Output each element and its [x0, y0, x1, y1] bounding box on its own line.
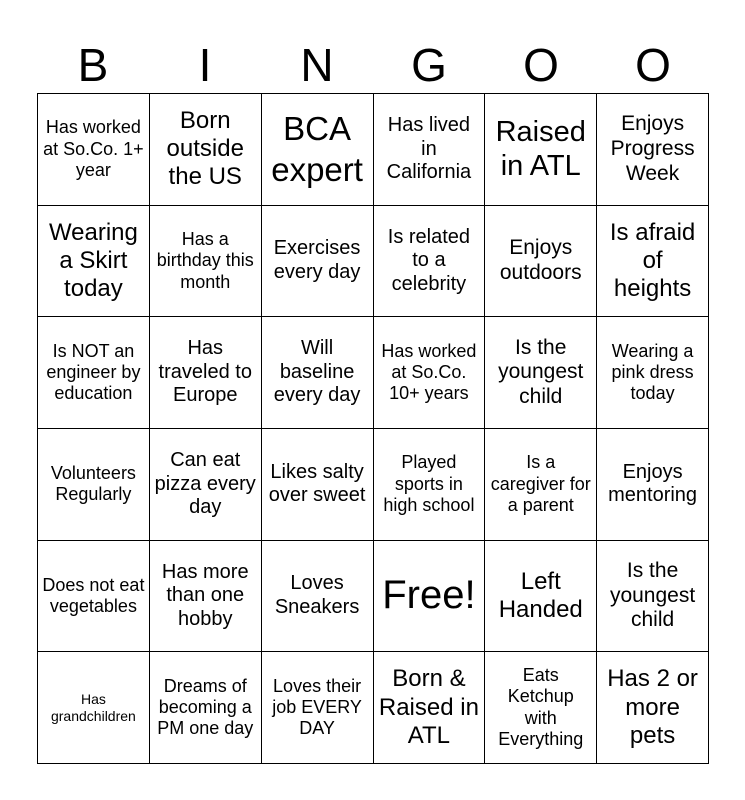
- cell-label: Loves Sneakers: [274, 572, 360, 618]
- header-letter-n: N: [300, 39, 334, 91]
- bingo-cell-r6-c3[interactable]: [262, 652, 374, 764]
- bingo-header: [37, 38, 709, 92]
- bingo-cell-r5-c2[interactable]: [150, 541, 262, 653]
- bingo-cell-r1-c2[interactable]: [150, 94, 262, 206]
- bingo-cell-r5-c3[interactable]: [262, 541, 374, 653]
- cell-label: Raised in ATL: [495, 116, 586, 183]
- bingo-cell-r4-c6[interactable]: [597, 429, 709, 541]
- bingo-cell-r3-c4[interactable]: [374, 317, 486, 429]
- header-letter-i: I: [198, 39, 212, 91]
- cell-label: Is a caregiver for a parent: [490, 452, 591, 515]
- cell-label: Free!: [382, 573, 476, 618]
- bingo-board: [37, 93, 709, 764]
- cell-label: Dreams of becoming a PM one day: [157, 675, 254, 739]
- bingo-cell-r1-c4[interactable]: [374, 94, 486, 206]
- cell-label: Enjoys mentoring: [608, 460, 698, 507]
- cell-label: Loves their job EVERY DAY: [272, 675, 362, 739]
- bingo-cell-r3-c2[interactable]: [150, 317, 262, 429]
- cell-label: Born outside the US: [166, 106, 244, 191]
- cell-label: Played sports in high school: [383, 452, 475, 515]
- bingo-cell-r1-c6[interactable]: [597, 94, 709, 206]
- cell-label: Has lived in California: [386, 113, 472, 184]
- bingo-cell-r2-c5[interactable]: [485, 206, 597, 318]
- cell-label: Has a birthday this month: [156, 229, 254, 292]
- bingo-cell-r2-c2[interactable]: [150, 206, 262, 318]
- bingo-cell-r5-c6[interactable]: [597, 541, 709, 653]
- cell-label: Has worked at So.Co. 10+ years: [381, 340, 477, 404]
- cell-label: Volunteers Regularly: [50, 463, 136, 505]
- cell-label: Is NOT an engineer by education: [46, 340, 141, 404]
- cell-label: Has grandchildren: [50, 691, 136, 724]
- bingo-cell-r1-c5[interactable]: [485, 94, 597, 206]
- cell-label: Is the youngest child: [498, 335, 584, 409]
- cell-label: Is afraid of heights: [609, 218, 696, 303]
- bingo-cell-r4-c3[interactable]: [262, 429, 374, 541]
- header-letter-g: G: [411, 39, 447, 91]
- bingo-cell-r3-c6[interactable]: [597, 317, 709, 429]
- bingo-cell-r2-c6[interactable]: [597, 206, 709, 318]
- bingo-cell-r2-c1[interactable]: [38, 206, 150, 318]
- bingo-cell-r4-c1[interactable]: [38, 429, 150, 541]
- bingo-cell-r6-c1[interactable]: [38, 652, 150, 764]
- cell-label: Enjoys Progress Week: [610, 112, 695, 185]
- cell-label: Will baseline every day: [273, 337, 361, 407]
- bingo-cell-r1-c1[interactable]: [38, 94, 150, 206]
- cell-label: BCA expert: [271, 110, 363, 189]
- bingo-cell-r4-c2[interactable]: [150, 429, 262, 541]
- cell-label: Eats Ketchup with Everything: [498, 665, 584, 749]
- header-letter-o: O: [523, 39, 559, 91]
- bingo-cell-r6-c6[interactable]: [597, 652, 709, 764]
- cell-label: Wearing a Skirt today: [48, 218, 138, 303]
- bingo-cell-r1-c3[interactable]: [262, 94, 374, 206]
- bingo-cell-r2-c3[interactable]: [262, 206, 374, 318]
- bingo-cell-free[interactable]: [374, 541, 486, 653]
- bingo-cell-r3-c3[interactable]: [262, 317, 374, 429]
- bingo-cell-r6-c4[interactable]: [374, 652, 486, 764]
- cell-label: Wearing a pink dress today: [611, 340, 694, 404]
- bingo-cell-r4-c5[interactable]: [485, 429, 597, 541]
- cell-label: Is related to a celebrity: [387, 225, 471, 295]
- bingo-cell-r3-c5[interactable]: [485, 317, 597, 429]
- bingo-cell-r3-c1[interactable]: [38, 317, 150, 429]
- cell-label: Has more than one hobby: [161, 560, 249, 630]
- cell-label: Born & Raised in ATL: [378, 665, 479, 749]
- bingo-cell-r6-c2[interactable]: [150, 652, 262, 764]
- bingo-cell-r2-c4[interactable]: [374, 206, 486, 318]
- header-letter-b: B: [77, 39, 109, 91]
- cell-label: Can eat pizza every day: [154, 448, 256, 519]
- cell-label: Does not eat vegetables: [42, 574, 145, 616]
- cell-label: Has traveled to Europe: [158, 337, 252, 407]
- cell-label: Has worked at So.Co. 1+ year: [43, 117, 144, 180]
- cell-label: Left Handed: [498, 567, 583, 623]
- bingo-cell-r4-c4[interactable]: [374, 429, 486, 541]
- bingo-cell-r6-c5[interactable]: [485, 652, 597, 764]
- header-letter-o-2: O: [635, 39, 671, 91]
- cell-label: Likes salty over sweet: [268, 460, 366, 507]
- cell-label: Exercises every day: [273, 237, 361, 283]
- bingo-cell-r5-c1[interactable]: [38, 541, 150, 653]
- cell-label: Has 2 or more pets: [607, 665, 698, 749]
- bingo-cell-r5-c5[interactable]: [485, 541, 597, 653]
- cell-label: Is the youngest child: [609, 558, 696, 632]
- cell-label: Enjoys outdoors: [499, 236, 582, 284]
